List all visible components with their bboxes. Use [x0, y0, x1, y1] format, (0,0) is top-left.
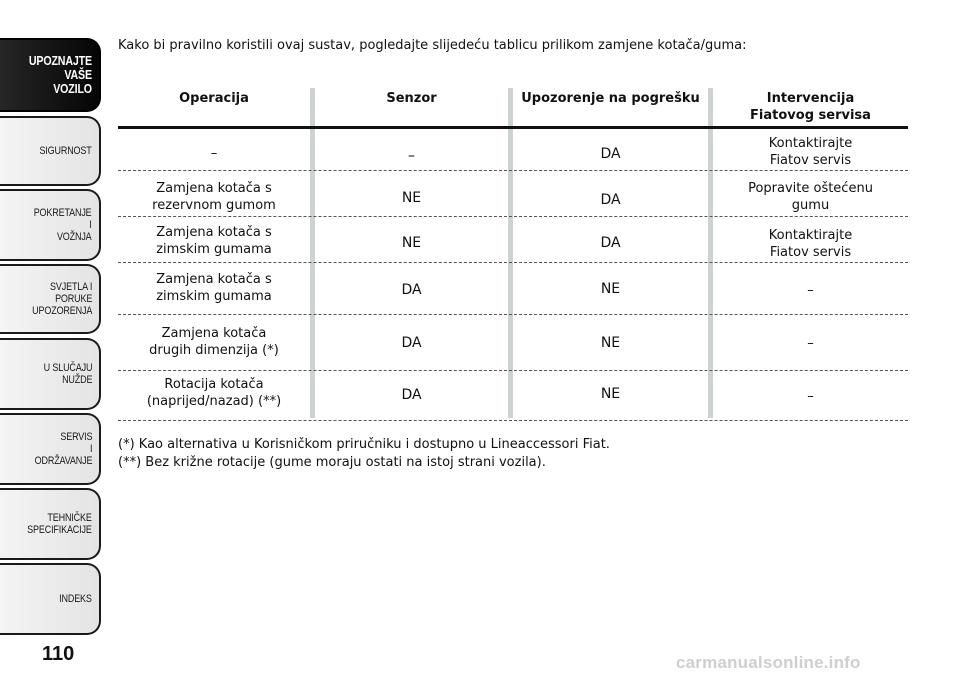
cell-warning: NE [600, 335, 621, 351]
cell-service: – [807, 336, 814, 351]
page-number: 110 [42, 643, 75, 665]
tab-upoznajte-vase-vozilo[interactable] [0, 38, 101, 112]
tab-u-slucaju-nuzde[interactable] [0, 338, 101, 410]
cell-sensor: DA [401, 387, 422, 403]
cell-operation: Zamjena kotača s zimskim gumama [156, 272, 272, 304]
row-divider [118, 170, 908, 171]
tab-label: INDEKS [59, 593, 92, 605]
column-divider [508, 88, 513, 418]
tab-label: SIGURNOST [39, 145, 92, 157]
cell-sensor: NE [401, 190, 422, 206]
row-divider [118, 314, 908, 315]
cell-warning: DA [600, 235, 621, 251]
cell-sensor: DA [401, 335, 422, 351]
row-divider [118, 216, 908, 217]
watermark: carmanualsonline.info [676, 653, 861, 672]
footnotes [118, 436, 610, 472]
cell-warning: DA [600, 146, 621, 162]
cell-service: Popravite oštećenu gumu [748, 181, 873, 213]
footnote: (*) Kao alternativa u Korisničkom priručniku i dostupno u Lineaccessori Fiat. [118, 437, 610, 452]
tab-label: SVJETLA I PORUKE UPOZORENJA [31, 281, 92, 317]
row-divider [118, 370, 908, 371]
tab-pokretanje-i-voznja[interactable] [0, 189, 101, 261]
tab-tehnicke-specifikacije[interactable] [0, 488, 101, 560]
cell-service: Kontaktirajte Fiatov servis [768, 136, 853, 168]
tab-label: TEHNIČKE SPECIFIKACIJE [27, 512, 92, 536]
cell-operation: – [210, 146, 218, 161]
tab-label: SERVIS I ODRŽAVANJE [34, 431, 92, 467]
header-intervencija: Intervencija Fiatovog servisa [750, 91, 871, 123]
header-upozorenje: Upozorenje na pogrešku [521, 91, 700, 106]
cell-operation: Rotacija kotača (naprijed/nazad) (**) [146, 377, 282, 409]
cell-sensor: NE [401, 235, 422, 251]
cell-service: – [807, 389, 814, 404]
row-divider [118, 420, 908, 421]
cell-operation: Zamjena kotača drugih dimenzija (*) [149, 326, 279, 358]
header-rule [118, 126, 908, 129]
cell-warning: DA [600, 192, 621, 208]
header-senzor: Senzor [386, 91, 437, 106]
tab-label: POKRETANJE I VOŽNJA [34, 207, 92, 243]
cell-warning: NE [600, 386, 621, 402]
column-divider [310, 88, 315, 418]
cell-operation: Zamjena kotača s zimskim gumama [156, 225, 272, 257]
cell-service: – [807, 283, 814, 298]
tire-sensor-table [118, 84, 908, 422]
header-operacija: Operacija [179, 91, 249, 106]
tab-servis-i-odrzavanje[interactable] [0, 413, 101, 485]
cell-warning: NE [600, 281, 621, 297]
cell-sensor: – [408, 148, 415, 164]
intro-text: Kako bi pravilno koristili ovaj sustav, pogledajte slijedeću tablicu prilikom zamjene kotača/guma: [118, 38, 747, 53]
row-divider [118, 262, 908, 263]
tab-sigurnost[interactable] [0, 116, 101, 186]
cell-sensor: DA [401, 282, 422, 298]
footnote: (**) Bez križne rotacije (gume moraju ostati na istoj strani vozila). [118, 455, 546, 470]
tab-label: UPOZNAJTE VAŠE VOZILO [28, 53, 92, 96]
sidebar-tabs [0, 0, 104, 677]
tab-indeks[interactable] [0, 563, 101, 635]
cell-operation: Zamjena kotača s rezervnom gumom [152, 181, 276, 213]
tab-svjetla-i-poruke[interactable] [0, 264, 101, 334]
tab-label: U SLUČAJU NUŽDE [43, 362, 92, 386]
cell-service: Kontaktirajte Fiatov servis [768, 228, 853, 260]
